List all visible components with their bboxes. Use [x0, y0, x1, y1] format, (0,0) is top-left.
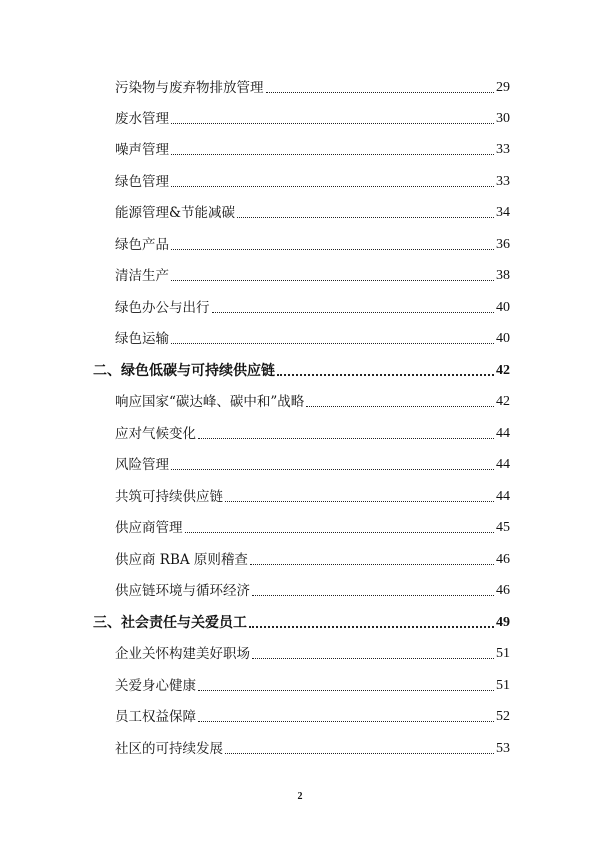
toc-entry-page: 29: [496, 80, 510, 95]
toc-entry[interactable]: [115, 739, 510, 759]
toc-entry-label: 绿色运输: [115, 331, 169, 347]
dot-leader: [171, 249, 494, 250]
toc-section-heading[interactable]: [93, 361, 510, 381]
toc-entry[interactable]: [115, 550, 510, 570]
dot-leader: [277, 374, 494, 376]
toc-entry-page: 38: [496, 268, 510, 283]
page-number: 2: [297, 791, 303, 802]
toc-entry-page: 46: [496, 552, 510, 567]
toc-entry-page: 44: [496, 489, 510, 504]
toc-entry-label: 应对气候变化: [115, 426, 196, 442]
dot-leader: [252, 595, 494, 596]
dot-leader: [171, 123, 494, 124]
toc-entry-page: 36: [496, 237, 510, 252]
dot-leader: [306, 406, 494, 407]
toc-entry-label: 废水管理: [115, 111, 169, 127]
dot-leader: [185, 532, 495, 533]
toc-entry-label: 企业关怀构建美好职场: [115, 646, 250, 662]
toc-entry-page: 52: [496, 709, 510, 724]
toc-entry-label: 噪声管理: [115, 142, 169, 158]
toc-section-label: 三、社会责任与关爱员工: [93, 615, 247, 631]
dot-leader: [225, 501, 494, 502]
toc-entry-label: 供应链环境与循环经济: [115, 583, 250, 599]
toc-entry-label: 供应商管理: [115, 520, 183, 536]
toc-entry[interactable]: [115, 644, 510, 664]
dot-leader: [249, 626, 494, 628]
toc-entry-label: 关爱身心健康: [115, 678, 196, 694]
dot-leader: [171, 154, 494, 155]
toc-entry-page: 40: [496, 331, 510, 346]
toc-entry-label: 能源管理&节能减碳: [115, 205, 236, 221]
toc-entry-page: 34: [496, 205, 510, 220]
dot-leader: [225, 753, 494, 754]
toc-entry-page: 46: [496, 583, 510, 598]
toc-section-heading[interactable]: [93, 613, 510, 633]
toc-entry[interactable]: [115, 487, 510, 507]
toc-entry[interactable]: [115, 455, 510, 475]
toc-entry-page: 45: [496, 520, 510, 535]
toc-entry[interactable]: [115, 581, 510, 601]
toc-entry[interactable]: [115, 329, 510, 349]
toc-entry-page: 53: [496, 741, 510, 756]
toc-entry-label: 绿色产品: [115, 237, 169, 253]
toc-entry-label: 响应国家“碳达峰、碳中和”战略: [115, 394, 305, 410]
dot-leader: [171, 280, 494, 281]
dot-leader: [171, 469, 494, 470]
toc-section-label: 二、绿色低碳与可持续供应链: [93, 363, 275, 379]
dot-leader: [252, 658, 494, 659]
toc-entry-page: 44: [496, 457, 510, 472]
dot-leader: [266, 92, 495, 93]
toc-entry[interactable]: [115, 424, 510, 444]
toc-entry[interactable]: [115, 518, 510, 538]
dot-leader: [171, 343, 494, 344]
toc-entry[interactable]: [115, 78, 510, 98]
toc-entry[interactable]: [115, 140, 510, 160]
toc-entry-page: 33: [496, 142, 510, 157]
dot-leader: [212, 312, 495, 313]
toc-entry[interactable]: [115, 203, 510, 223]
dot-leader: [198, 438, 494, 439]
toc-entry[interactable]: [115, 298, 510, 318]
toc-entry-page: 33: [496, 174, 510, 189]
toc-entry[interactable]: [115, 707, 510, 727]
dot-leader: [250, 564, 494, 565]
toc-entry-page: 40: [496, 300, 510, 315]
toc-section-page: 49: [496, 615, 510, 630]
dot-leader: [237, 217, 494, 218]
toc-entry-label: 绿色办公与出行: [115, 300, 210, 316]
toc-entry-label: 风险管理: [115, 457, 169, 473]
toc-section-page: 42: [496, 363, 510, 378]
toc-entry-label: 社区的可持续发展: [115, 741, 223, 757]
toc-entry-page: 51: [496, 646, 510, 661]
toc-entry[interactable]: [115, 392, 510, 412]
dot-leader: [198, 690, 494, 691]
toc-entry[interactable]: [115, 172, 510, 192]
toc-entry-label: 绿色管理: [115, 174, 169, 190]
toc-entry-label: 污染物与废弃物排放管理: [115, 80, 264, 96]
toc-entry[interactable]: [115, 266, 510, 286]
toc-entry-page: 42: [496, 394, 510, 409]
toc-entry-label: 清洁生产: [115, 268, 169, 284]
dot-leader: [198, 721, 494, 722]
toc-entry-label: 共筑可持续供应链: [115, 489, 223, 505]
toc-entry[interactable]: [115, 676, 510, 696]
toc-entry[interactable]: [115, 235, 510, 255]
dot-leader: [171, 186, 494, 187]
toc-entry-page: 30: [496, 111, 510, 126]
toc-entry-label: 供应商 RBA 原则稽查: [115, 552, 248, 568]
toc-entry-page: 44: [496, 426, 510, 441]
toc-entry-label: 员工权益保障: [115, 709, 196, 725]
toc-entry-page: 51: [496, 678, 510, 693]
toc-entry[interactable]: [115, 109, 510, 129]
